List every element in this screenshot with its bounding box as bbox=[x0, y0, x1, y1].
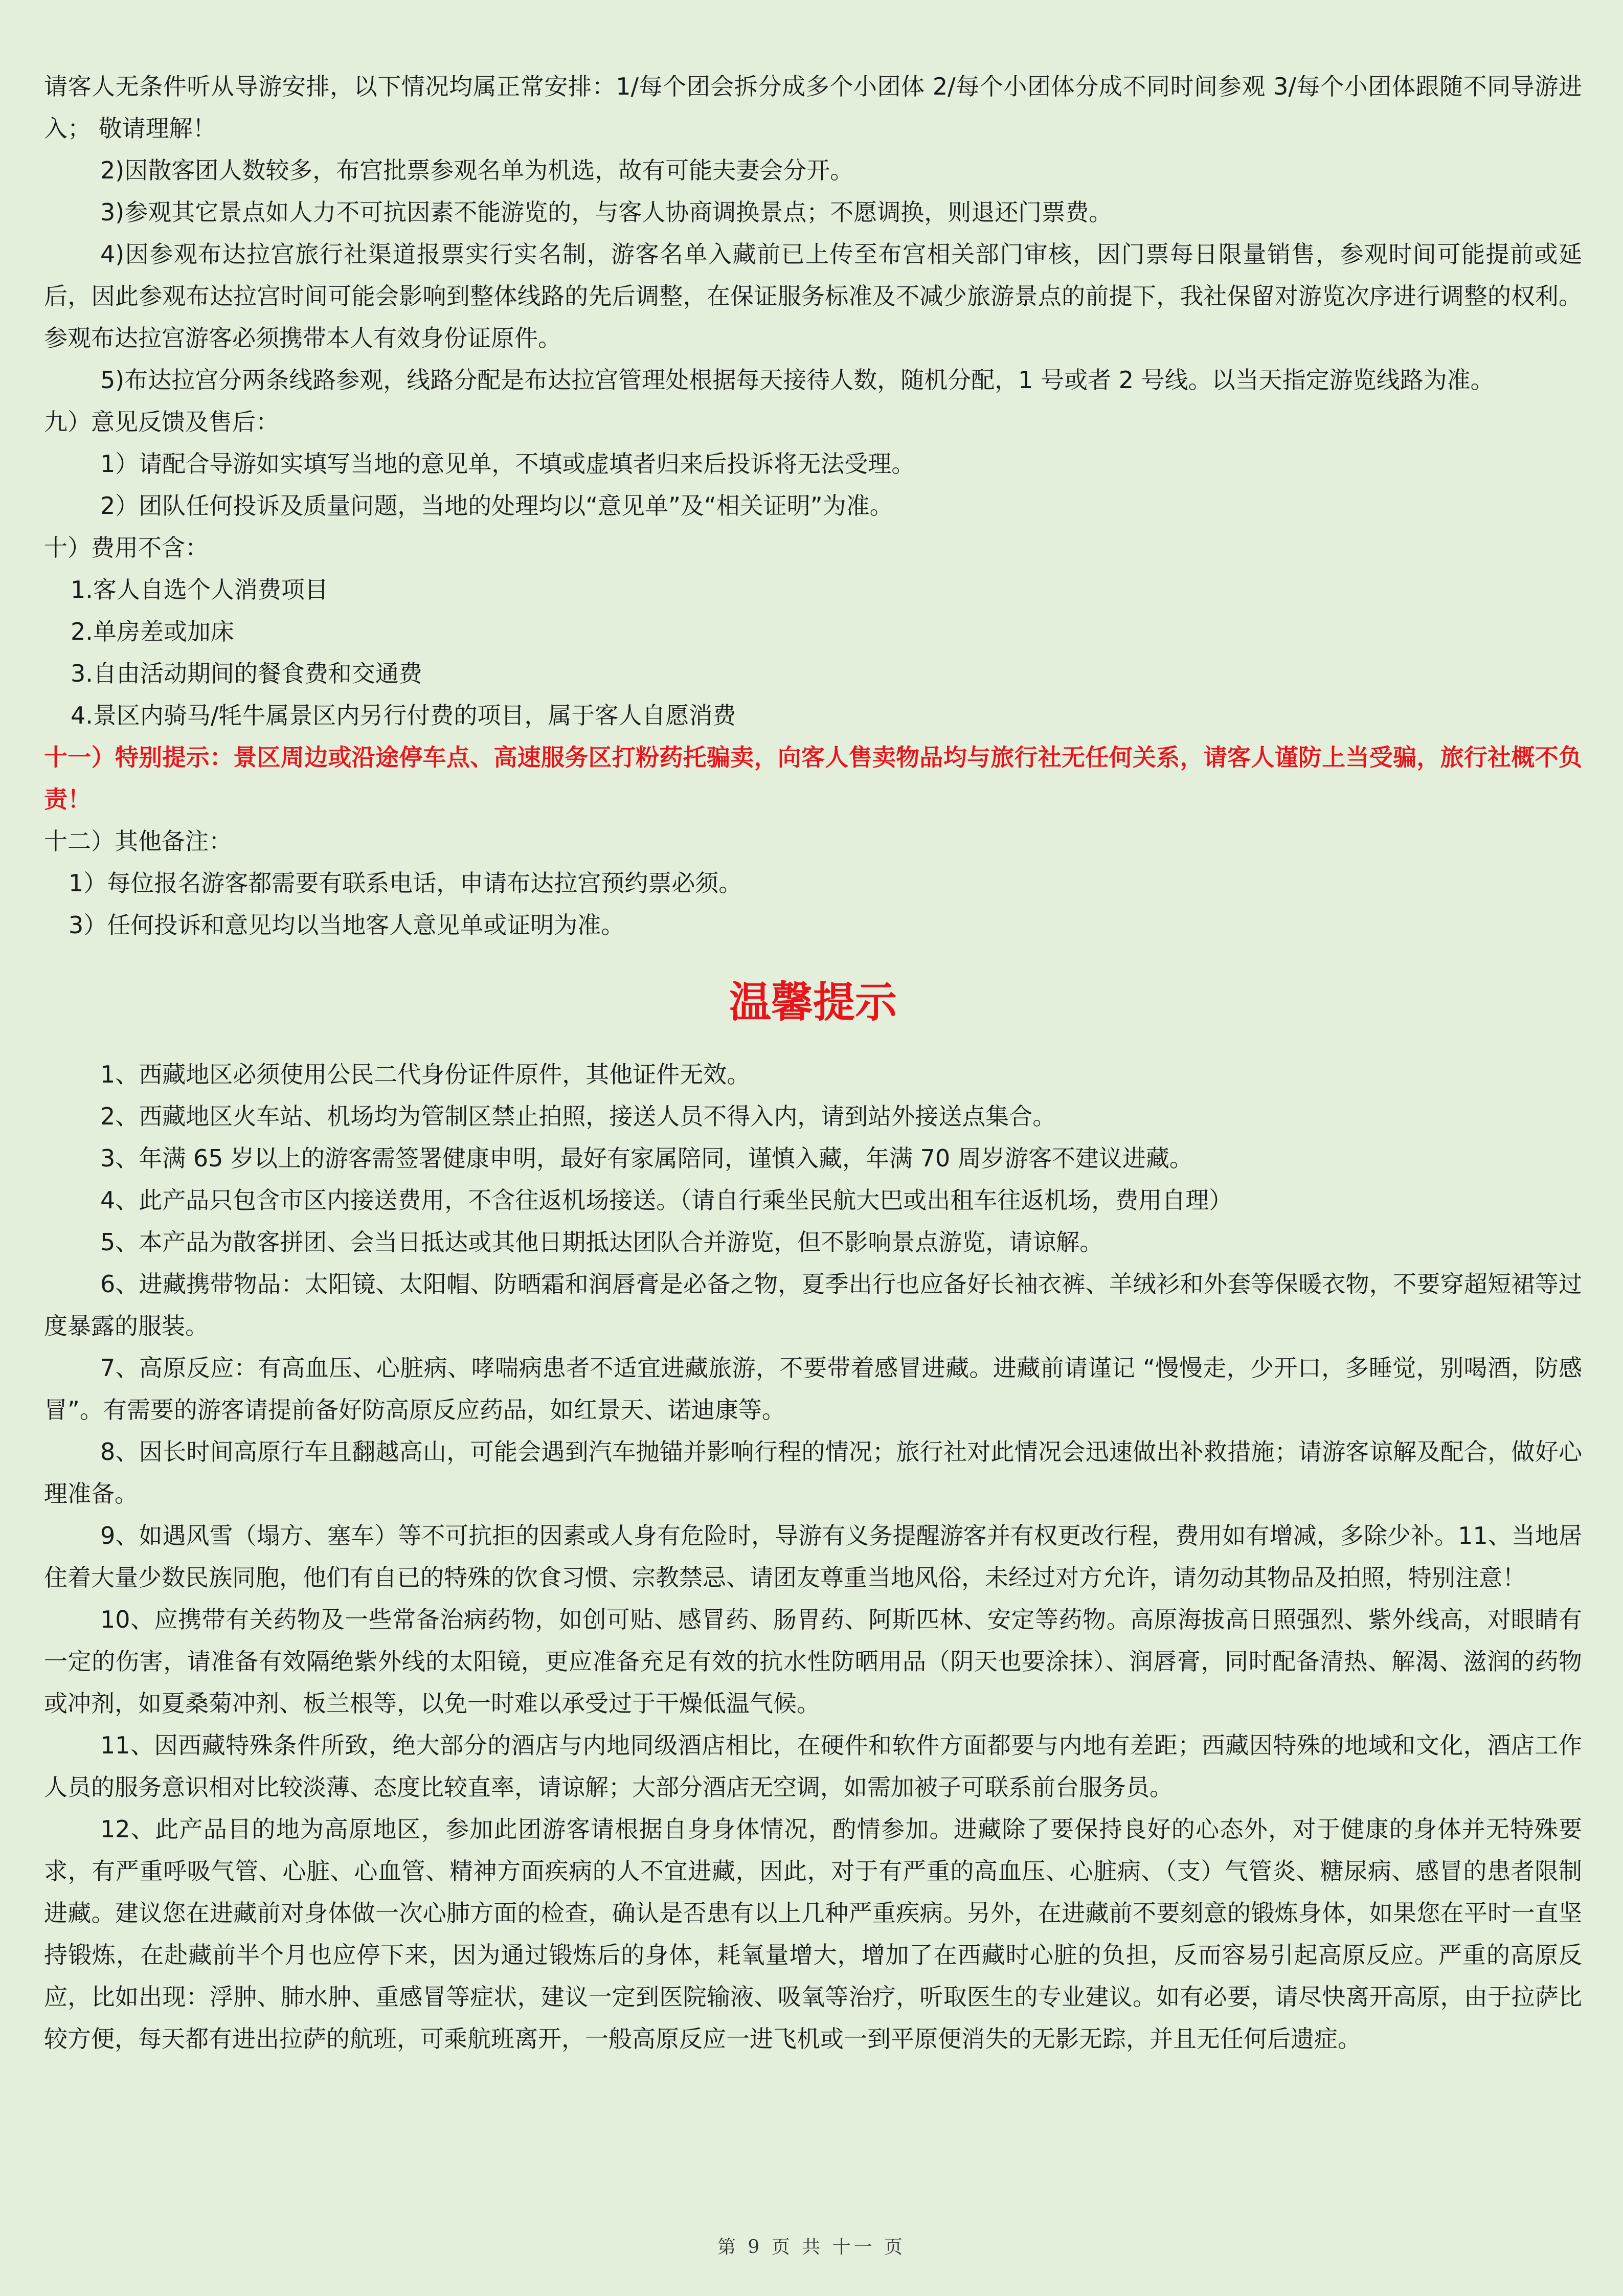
section10-item-1: 1.客人自选个人消费项目 bbox=[71, 576, 328, 603]
section10-item-2: 2.单房差或加床 bbox=[71, 618, 234, 645]
tip-item-1: 1、西藏地区必须使用公民二代身份证件原件，其他证件无效。 bbox=[100, 1061, 751, 1088]
section9-heading: 九）意见反馈及售后： bbox=[44, 408, 279, 436]
section12-item-1: 1）每位报名游客都需要有联系电话，申请布达拉宫预约票必须。 bbox=[69, 869, 742, 897]
section10-item-3: 3.自由活动期间的餐食费和交通费 bbox=[71, 660, 422, 687]
tip-item-8: 8、因长时间高原行车且翻越高山，可能会遇到汽车抛锚并影响行程的情况；旅行社对此情况会迅速做出补救措施；请游客谅解及配合，做好心理准备。 bbox=[44, 1438, 1582, 1507]
section8-item-3: 3)参观其它景点如人力不可抗因素不能游览的，与客人协商调换景点；不愿调换，则退还门票费。 bbox=[100, 198, 1113, 226]
document-page bbox=[44, 65, 1582, 2060]
tip-item-9: 9、如遇风雪（塌方、塞车）等不可抗拒的因素或人身有危险时，导游有义务提醒游客并有权更改行程，费用如有增减，多除少补。11、当地居住着大量少数民族同胞，他们有自已的特殊的饮食习惯、宗教禁忌、请团友尊重当地风俗，未经过对方允许，请勿动其物品及拍照，特别注意！ bbox=[44, 1522, 1582, 1591]
tip-item-7: 7、高原反应：有高血压、心脏病、哮喘病患者不适宜进藏旅游，不要带着感冒进藏。进藏前请谨记 “慢慢走，少开口，多睡觉，别喝酒，防感冒”。有需要的游客请提前备好防高原反应药品，如红景天、诺迪康等。 bbox=[44, 1354, 1582, 1424]
section8-item-4: 4)因参观布达拉宫旅行社渠道报票实行实名制，游客名单入藏前已上传至布宫相关部门审核，因门票每日限量销售，参观时间可能提前或延后，因此参观布达拉宫时间可能会影响到整体线路的先后调整，在保证服务标准及不减少旅游景点的前提下，我社保留对游览次序进行调整的权利。参观布达拉宫游客必须携带本人有效身份证原件。 bbox=[44, 240, 1582, 352]
tip-item-4: 4、此产品只包含市区内接送费用，不含往返机场接送。（请自行乘坐民航大巴或出租车往返机场，费用自理） bbox=[100, 1186, 1233, 1214]
section8-item-2: 2)因散客团人数较多，布宫批票参观名单为机选，故有可能夫妻会分开。 bbox=[100, 156, 854, 184]
special-notice: 十一）特别提示：景区周边或沿途停车点、高速服务区打粉药托骗卖，向客人售卖物品均与旅行社无任何关系，请客人谨防上当受骗，旅行社概不负责！ bbox=[44, 744, 1582, 813]
section12-heading: 十二）其他备注： bbox=[44, 827, 232, 855]
tip-item-3: 3、年满 65 岁以上的游客需签署健康申明，最好有家属陪同，谨慎入藏，年满 70 周岁游客不建议进藏。 bbox=[100, 1144, 1193, 1172]
section8-intro: 请客人无条件听从导游安排，以下情况均属正常安排：1/每个团会拆分成多个小团体 2/每个小团体分成不同时间参观 3/每个小团体跟随不同导游进入； 敬请理解！ bbox=[44, 73, 1582, 142]
section10-heading: 十）费用不含： bbox=[44, 534, 209, 561]
section10-item-4: 4.景区内骑马/牦牛属景区内另行付费的项目，属于客人自愿消费 bbox=[71, 702, 736, 729]
tip-item-2: 2、西藏地区火车站、机场均为管制区禁止拍照，接送人员不得入内，请到站外接送点集合。 bbox=[100, 1102, 1056, 1130]
section9-item-2: 2）团队任何投诉及质量问题，当地的处理均以“意见单”及“相关证明”为准。 bbox=[100, 492, 893, 520]
page-footer: 第 9 页 共 十一 页 bbox=[717, 2237, 906, 2258]
tip-item-11: 11、因西藏特殊条件所致，绝大部分的酒店与内地同级酒店相比，在硬件和软件方面都要与内地有差距；西藏因特殊的地域和文化，酒店工作人员的服务意识相对比较淡薄、态度比较直率，请谅解；大部分酒店无空调，如需加被子可联系前台服务员。 bbox=[44, 1731, 1582, 1801]
tip-item-6: 6、进藏携带物品：太阳镜、太阳帽、防晒霜和润唇膏是必备之物，夏季出行也应备好长袖衣裤、羊绒衫和外套等保暖衣物，不要穿超短裙等过度暴露的服装。 bbox=[44, 1270, 1582, 1340]
tip-item-10: 10、应携带有关药物及一些常备治病药物，如创可贴、感冒药、肠胃药、阿斯匹林、安定等药物。高原海拔高日照强烈、紫外线高，对眼睛有一定的伤害，请准备有效隔绝紫外线的太阳镜，更应准备充足有效的抗水性防晒用品（阴天也要涂抹）、润唇膏，同时配备清热、解渴、滋润的药物或冲剂，如夏桑菊冲剂、板兰根等，以免一时难以承受过于干燥低温气候。 bbox=[44, 1606, 1582, 1717]
tip-item-5: 5、本产品为散客拼团、会当日抵达或其他日期抵达团队合并游览，但不影响景点游览，请谅解。 bbox=[100, 1228, 1103, 1256]
section12-item-3: 3）任何投诉和意见均以当地客人意见单或证明为准。 bbox=[69, 911, 625, 939]
section9-item-1: 1）请配合导游如实填写当地的意见单，不填或虚填者归来后投诉将无法受理。 bbox=[100, 450, 915, 478]
tips-title: 温馨提示 bbox=[729, 978, 897, 1027]
section8-item-5: 5)布达拉宫分两条线路参观，线路分配是布达拉宫管理处根据每天接待人数，随机分配，1 号或者 2 号线。以当天指定游览线路为准。 bbox=[100, 366, 1494, 394]
tip-item-12: 12、此产品目的地为高原地区，参加此团游客请根据自身身体情况，酌情参加。进藏除了要保持良好的心态外，对于健康的身体并无特殊要求，有严重呼吸气管、心脏、心血管、精神方面疾病的人不宜进藏，因此，对于有严重的高血压、心脏病、（支）气管炎、糖尿病、感冒的患者限制进藏。建议您在进藏前对身体做一次心肺方面的检查，确认是否患有以上几种严重疾病。另外，在进藏前不要刻意的锻炼身体，如果您在平时一直坚持锻炼，在赴藏前半个月也应停下来，因为通过锻炼后的身体，耗氧量增大，增加了在西藏时心脏的负担，反而容易引起高原反应。严重的高原反应，比如出现：浮肿、肺水肿、重感冒等症状，建议一定到医院输液、吸氧等治疗，听取医生的专业建议。如有必要，请尽快离开高原，由于拉萨比较方便，每天都有进出拉萨的航班，可乘航班离开，一般高原反应一进飞机或一到平原便消失的无影无踪，并且无任何后遗症。 bbox=[44, 1815, 1582, 2053]
